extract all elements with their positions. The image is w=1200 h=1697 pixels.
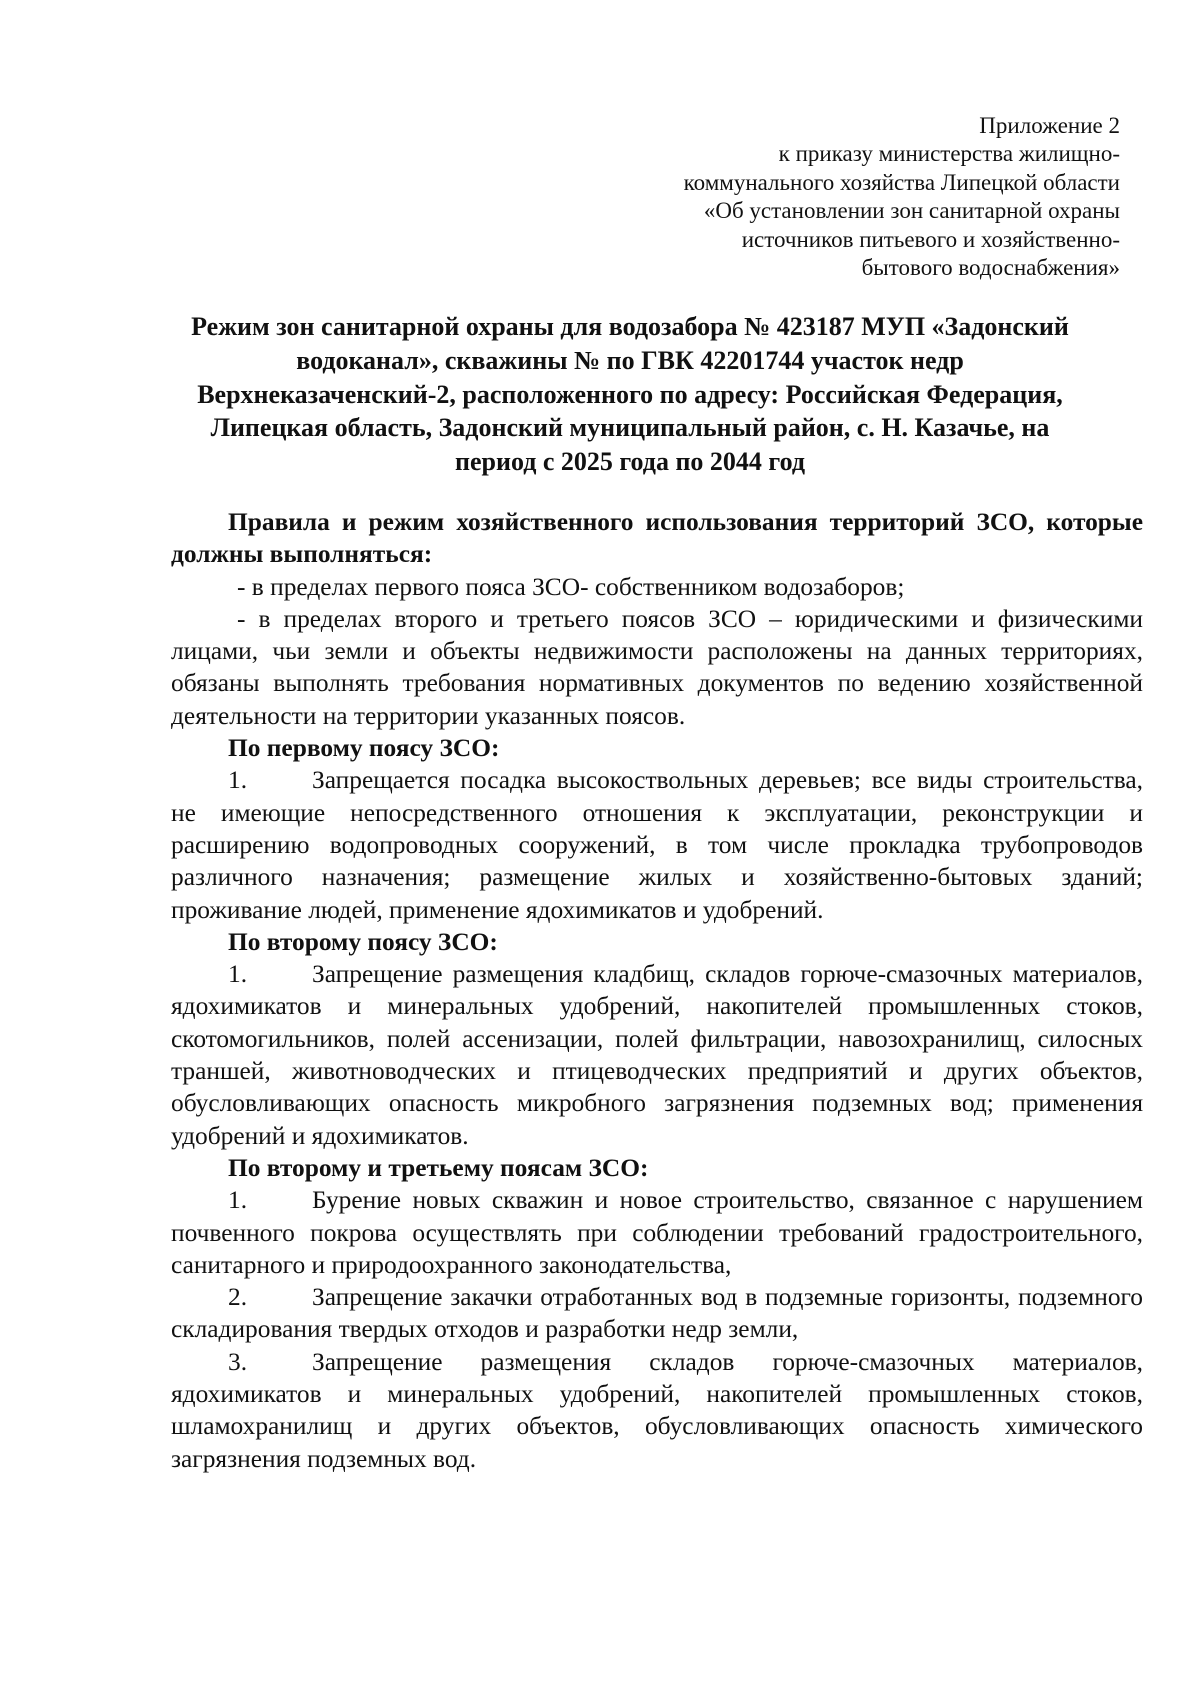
belt2-heading: По второму поясу ЗСО: <box>228 927 498 956</box>
belt1-heading: По первому поясу ЗСО: <box>228 734 500 763</box>
appendix-line: к приказу министерства жилищно- <box>778 141 1120 167</box>
item-number: 2. <box>228 1283 248 1312</box>
item-number: 1. <box>228 1186 248 1215</box>
belt23-heading: По второму и третьему поясам ЗСО: <box>228 1153 649 1182</box>
appendix-line: коммунального хозяйства Липецкой области <box>683 169 1120 195</box>
title-line: водоканал», скважины № по ГВК 42201744 участок недр <box>296 345 964 375</box>
belt23-item <box>171 1346 1143 1475</box>
item-text: Бурение новых скважин и новое строительство, связанное с нарушением почвенного покрова осуществлять при соблюдении требований градостроительного, санитарного и природоохранного законодательства, <box>171 1186 1143 1279</box>
item-text: Запрещение размещения кладбищ, складов горюче-смазочных материалов, ядохимикатов и минеральных удобрений, накопителей промышленных стоков, скотомогильников, полей ассенизации, полей фильтрации, навозохранилищ, силосных траншей, животноводческих и птицеводческих предприятий и других объектов, обусловливающих опасность микробного загрязнения подземных вод; применения удобрений и ядохимикатов. <box>171 960 1143 1150</box>
title-line: Липецкая область, Задонский муниципальный район, с. Н. Казачье, на <box>210 413 1050 443</box>
item-text: Запрещается посадка высокоствольных деревьев; все виды строительства, не имеющие непосредственного отношения к эксплуатации, реконструкции и расширению водопроводных сооружений, в том числе прокладка трубопроводов различного назначения; размещение жилых и хозяйственно-бытовых зданий; проживание людей, применение ядохимикатов и удобрений. <box>171 766 1143 924</box>
item-number: 3. <box>228 1347 248 1376</box>
document-body <box>171 506 1143 1475</box>
appendix-line: бытового водоснабжения» <box>861 255 1120 281</box>
appendix-line: «Об установлении зон санитарной охраны <box>703 198 1120 224</box>
belt23-item <box>171 1281 1143 1346</box>
belt23-item <box>171 1184 1143 1281</box>
item-text: Запрещение размещения складов горюче-смазочных материалов, ядохимикатов и минеральных удобрений, накопителей промышленных стоков, шламохранилищ и других объектов, обусловливающих опасность химического загрязнения подземных вод. <box>171 1347 1143 1473</box>
title-line: Режим зон санитарной охраны для водозабора № 423187 МУП «Задонский <box>191 312 1069 341</box>
appendix-line: источников питьевого и хозяйственно- <box>741 226 1120 252</box>
document-title <box>160 310 1100 479</box>
appendix-block <box>600 112 1120 282</box>
item-number: 1. <box>228 766 248 795</box>
rules-heading: Правила и режим хозяйственного использования территорий ЗСО, которые должны выполняться: <box>171 508 1143 569</box>
belt2-item <box>171 958 1143 1152</box>
title-line: период с 2025 года по 2044 год <box>454 447 805 477</box>
rules-first-belt: - в пределах первого пояса ЗСО- собственником водозаборов; <box>237 572 905 601</box>
item-text: Запрещение закачки отработанных вод в подземные горизонты, подземного складирования твердых отходов и разработки недр земли, <box>171 1283 1143 1344</box>
rules-second-third-belts: - в пределах второго и третьего поясов ЗСО – юридическими и физическими лицами, чьи земли и объекты недвижимости расположены на данных территориях, обязаны выполнять требования нормативных документов по ведению хозяйственной деятельности на территории указанных поясов. <box>171 604 1143 730</box>
appendix-line: Приложение 2 <box>979 113 1120 138</box>
belt1-item <box>171 764 1143 925</box>
item-number: 1. <box>228 960 248 989</box>
title-line: Верхнеказаченский-2, расположенного по адресу: Российская Федерация, <box>197 379 1063 409</box>
